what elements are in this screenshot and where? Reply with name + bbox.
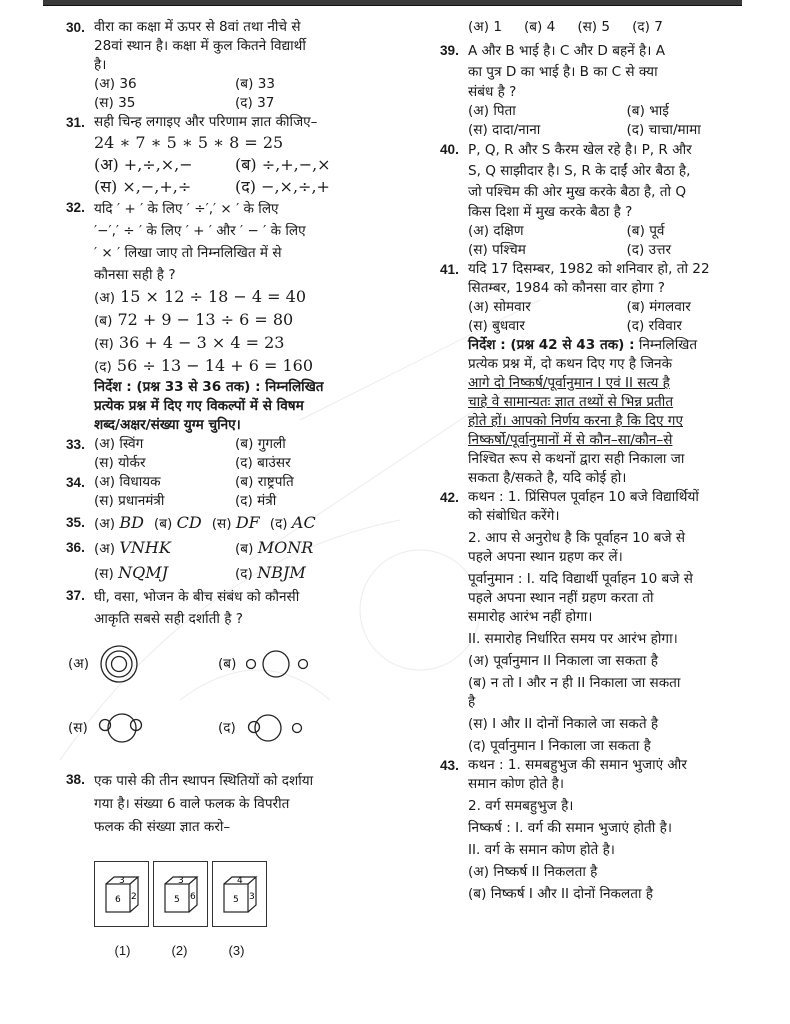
- question-text: यदि ′ + ′ के लिए ′ ÷′,′ × ′ के लिए: [94, 201, 279, 217]
- option-b[interactable]: [94, 309, 368, 332]
- question-text: कौनसा सही है ?: [94, 267, 176, 283]
- option-b[interactable]: (ब) राष्ट्रपति: [235, 474, 294, 490]
- question-number: 32.: [66, 200, 85, 215]
- options: [94, 75, 368, 113]
- dice-front: 6: [114, 895, 121, 905]
- separate-circles-icon: [246, 646, 310, 682]
- question-number: 42.: [440, 490, 459, 505]
- statement-text: कथन : 1. प्रिंसिपल पूर्वाहन 10 बजे विद्यार्थियों: [468, 489, 699, 505]
- option-label: (ब): [218, 655, 237, 672]
- question-text: S, Q साझीदार है। S, R के दाईं ओर बैठा है,: [468, 163, 691, 179]
- option-d[interactable]: [218, 710, 368, 746]
- option-label: (ब): [94, 313, 113, 329]
- option-a[interactable]: (अ) सोमवार: [468, 299, 531, 315]
- option-d[interactable]: (द) 7: [632, 19, 663, 35]
- dice-front: 5: [173, 895, 180, 905]
- overlapping-circles-icon: [98, 710, 146, 746]
- option-b[interactable]: [218, 646, 368, 682]
- option-a[interactable]: (अ) दक्षिण: [468, 223, 524, 239]
- option-label: (स): [94, 336, 114, 352]
- option-b-cont: है: [468, 694, 476, 710]
- options: [94, 511, 368, 536]
- directions-text: निश्चित रूप से कथनों द्वारा सही निकाला जा: [468, 451, 685, 467]
- option-a[interactable]: (अ) +,÷,×,−: [94, 155, 193, 174]
- statement-text: पहले अपना स्थान ग्रहण कर लें।: [468, 549, 623, 565]
- options: [468, 102, 777, 140]
- option-label: (अ): [94, 541, 115, 557]
- question-text: A और B भाई है। C और D बहनें है। A: [468, 43, 666, 59]
- option-b[interactable]: (ब) भाई: [626, 103, 669, 119]
- option-b[interactable]: [154, 511, 202, 536]
- dice-figure-2: [153, 861, 208, 927]
- option-b[interactable]: (ब) पूर्व: [626, 223, 665, 239]
- question-text: आकृति सबसे सही दर्शाती है ?: [94, 611, 243, 627]
- option-c[interactable]: (स) I और II दोनों निकाले जा सकते है: [468, 716, 659, 732]
- question-number: 30.: [66, 20, 85, 35]
- option-d[interactable]: (द) चाचा/मामा: [626, 122, 701, 138]
- option-d[interactable]: [235, 561, 368, 586]
- option-c[interactable]: (स) पश्चिम: [468, 242, 526, 258]
- cube-icon: [159, 872, 203, 916]
- question-number: 39.: [440, 43, 459, 58]
- question-39: [442, 41, 777, 140]
- options: [468, 222, 777, 260]
- question-35: [68, 511, 368, 536]
- question-number: 38.: [66, 772, 85, 787]
- option-b[interactable]: (ब) 33: [235, 76, 275, 92]
- statement-text: कथन : 1. समबहुभुज की समान भुजाएं और: [468, 757, 687, 773]
- question-number: 40.: [440, 142, 459, 157]
- option-c[interactable]: [68, 710, 218, 746]
- option-label: (द): [218, 719, 236, 736]
- question-text: घी, वसा, भोजन के बीच संबंध को कौनसी: [94, 589, 300, 605]
- concentric-circles-icon: [99, 644, 139, 684]
- assumption-text: II. समारोह निर्धारित समय पर आरंभ होगा।: [468, 631, 678, 647]
- option-value: VNHK: [119, 538, 171, 557]
- question-text: संबंध है ?: [468, 84, 517, 100]
- option-value: NQMJ: [118, 563, 169, 582]
- option-expression: 72 + 9 − 13 ÷ 6 = 80: [117, 310, 294, 329]
- option-b[interactable]: (ब) गुगली: [235, 436, 286, 452]
- directions-text: निष्कर्षो/पूर्वानुमानों में से कौन–सा/कौन–से: [468, 432, 673, 448]
- option-label: (द): [235, 566, 253, 582]
- partial-overlap-circles-icon: [246, 710, 306, 746]
- directions-text: सकता है/सकते है, यदि कोई हो।: [468, 470, 627, 486]
- directions-text: चाहे वे सामान्यतः ज्ञात तथ्यों से भिन्न प्रतीत: [468, 394, 674, 410]
- question-number: 35.: [66, 515, 85, 530]
- statement-text: 2. आप से अनुरोध है कि पूर्वाहन 10 बजे से: [468, 530, 686, 546]
- dice-side: 6: [189, 892, 196, 902]
- question-32: [68, 198, 368, 378]
- question-number: 43.: [440, 758, 459, 773]
- directions-text: आगे दो निष्कर्ष/पूर्वानुमान I एवं II सत्य है: [468, 375, 670, 391]
- option-d[interactable]: (द) पूर्वानुमान I निकाला जा सकता है: [468, 738, 651, 754]
- options: [94, 154, 368, 198]
- question-text: सही चिन्ह लगाइए और परिणाम ज्ञात कीजिए–: [94, 114, 318, 130]
- option-c[interactable]: (स) बुधवार: [468, 318, 525, 334]
- option-b[interactable]: (ब) ÷,+,−,×: [235, 155, 331, 174]
- option-c[interactable]: (स) योर्कर: [94, 455, 146, 471]
- question-text: का पुत्र D का भाई है। B का C से क्या: [468, 64, 658, 80]
- question-41: [442, 260, 777, 336]
- question-text: जो पश्चिम की ओर मुख करके बैठा है, तो Q: [468, 184, 687, 200]
- option-a[interactable]: (अ) 1: [468, 19, 502, 35]
- option-c[interactable]: (स) प्रधानमंत्री: [94, 493, 165, 509]
- question-text: फलक की संख्या ज्ञात करो–: [94, 819, 231, 835]
- question-number: 36.: [66, 540, 85, 555]
- question-number: 33.: [66, 437, 85, 452]
- option-c[interactable]: (स) 35: [94, 95, 136, 111]
- question-43: [442, 756, 777, 904]
- figure-row: [68, 636, 368, 692]
- option-expression: 56 ÷ 13 − 14 + 6 = 160: [116, 356, 314, 375]
- right-column: [442, 18, 777, 904]
- question-number: 31.: [66, 115, 85, 130]
- option-a[interactable]: (अ) विधायक: [94, 474, 161, 490]
- option-value: DF: [235, 513, 260, 532]
- option-a[interactable]: [94, 536, 227, 561]
- question-36: [68, 536, 368, 586]
- option-a[interactable]: (अ) पिता: [468, 103, 516, 119]
- option-b[interactable]: (ब) मंगलवार: [626, 299, 691, 315]
- question-34: [68, 473, 368, 511]
- dice-labels: [94, 941, 368, 960]
- options: [468, 18, 777, 37]
- option-c[interactable]: (स) दादा/नाना: [468, 122, 541, 138]
- options: [94, 473, 368, 511]
- directions-text: प्रत्येक प्रश्न में दिए गए विकल्पों में से विषम: [94, 398, 304, 414]
- cube-icon: [218, 872, 262, 916]
- option-a[interactable]: [94, 286, 368, 309]
- option-c[interactable]: [212, 511, 260, 536]
- directions-33-36: [68, 378, 368, 435]
- options: [94, 435, 368, 473]
- option-expression: 36 + 4 − 3 × 4 = 23: [118, 333, 285, 352]
- option-b[interactable]: (ब) 4: [523, 19, 556, 35]
- dice-figure-3: [212, 861, 267, 927]
- dice-figures: [94, 861, 368, 927]
- question-33: [68, 435, 368, 473]
- conclusion-text: II. वर्ग के समान कोण होते है।: [468, 842, 615, 858]
- option-d[interactable]: [270, 511, 316, 536]
- dice-top: 3: [177, 876, 184, 886]
- option-d[interactable]: (द) 37: [235, 95, 275, 111]
- question-42: [442, 488, 777, 756]
- page-top-bar: [43, 0, 742, 6]
- question-38: [68, 770, 368, 960]
- option-label: (अ): [94, 290, 115, 306]
- directions-text: प्रत्येक प्रश्न में, दो कथन दिए गए है जिनके: [468, 356, 673, 372]
- dice-side: 2: [130, 892, 137, 902]
- option-d[interactable]: (द) बाउंसर: [235, 455, 291, 471]
- question-text: ′ × ′ लिखा जाए तो निम्नलिखित में से: [94, 245, 282, 261]
- question-37: [68, 586, 368, 756]
- dice-label: (3): [228, 943, 245, 958]
- options: [468, 298, 777, 336]
- option-c[interactable]: [94, 561, 227, 586]
- statement-text: समान कोण होते है।: [468, 776, 564, 792]
- directions-42-43: [442, 336, 777, 488]
- question-31: [68, 113, 368, 198]
- conclusion-text: निष्कर्ष : I. वर्ग की समान भुजाएं होती है।: [468, 820, 672, 836]
- assumption-text: समारोह आरंभ नहीं होगा।: [468, 609, 593, 625]
- dice-label: (1): [114, 943, 131, 958]
- option-label: (स): [68, 719, 88, 736]
- directions-text: शब्द/अक्षर/संख्या युग्म चुनिए।: [94, 417, 241, 433]
- question-text: है।: [94, 57, 107, 73]
- option-c[interactable]: [94, 332, 368, 355]
- option-value: AC: [291, 513, 316, 532]
- statement-text: 2. वर्ग समबहुभुज है।: [468, 798, 574, 814]
- option-value: BD: [119, 513, 144, 532]
- question-text: ′−′,′ ÷ ′ के लिए ′ + ′ और ′ − ′ के लिए: [94, 223, 306, 239]
- dice-label: (2): [171, 943, 188, 958]
- option-label: (द): [269, 516, 288, 532]
- directions-text: निर्देश : (प्रश्न 33 से 36 तक) : निम्नलिखित: [94, 379, 324, 395]
- question-number: 37.: [66, 588, 85, 603]
- dice-top: 3: [118, 876, 125, 886]
- option-label: (ब): [235, 541, 254, 557]
- option-b[interactable]: [235, 536, 368, 561]
- option-label: (द): [94, 359, 112, 375]
- option-d[interactable]: (द) मंत्री: [235, 493, 277, 509]
- question-text: एक पासे की तीन स्थापन स्थितियों को दर्शाया: [94, 773, 314, 789]
- equation: 24 ∗ 7 ∗ 5 ∗ 5 ∗ 8 = 25: [94, 133, 284, 152]
- option-label: (ब): [153, 516, 173, 532]
- directions-text: निम्नलिखित: [638, 337, 698, 353]
- question-text: किस दिशा में मुख करके बैठा है ?: [468, 204, 633, 220]
- question-text: वीरा का कक्षा में ऊपर से 8वां तथा नीचे से: [94, 19, 301, 35]
- dice-figure-1: [94, 861, 149, 927]
- question-number: 34.: [66, 475, 85, 490]
- option-c[interactable]: (स) 5: [577, 19, 611, 35]
- option-d[interactable]: (द) उत्तर: [626, 242, 672, 258]
- assumption-text: पहले अपना स्थान नहीं ग्रहण करता तो: [468, 590, 654, 606]
- statement-text: को संबोधित करेंगे।: [468, 508, 560, 524]
- option-d[interactable]: [94, 355, 368, 378]
- option-a[interactable]: (अ) निष्कर्ष II निकलता है: [468, 864, 598, 880]
- option-label: (स): [94, 566, 114, 582]
- question-number: 41.: [440, 262, 459, 277]
- option-expression: 15 × 12 ÷ 18 − 4 = 40: [120, 287, 307, 306]
- question-text: गया है। संख्या 6 वाले फलक के विपरीत: [94, 796, 290, 812]
- directions-text: होते हों। आपको निर्णय करना है कि दिए गए: [468, 413, 683, 429]
- assumption-text: पूर्वानुमान : I. यदि विद्यार्थी पूर्वाहन 10 बजे से: [468, 571, 693, 587]
- option-b[interactable]: (ब) न तो I और न ही II निकाला जा सकता: [468, 675, 681, 691]
- option-a[interactable]: (अ) पूर्वानुमान II निकाला जा सकता है: [468, 653, 658, 669]
- option-d[interactable]: (द) −,×,÷,+: [235, 177, 330, 196]
- option-value: MONR: [257, 538, 314, 557]
- option-b[interactable]: (ब) निष्कर्ष I और II दोनों निकलता है: [468, 886, 654, 902]
- option-d[interactable]: (द) रविवार: [626, 318, 682, 334]
- question-text: P, Q, R और S कैरम खेल रहे है। P, R और: [468, 142, 692, 158]
- figure-row: [68, 700, 368, 756]
- question-text: 28वां स्थान है। कक्षा में कुल कितने विद्यार्थी: [94, 38, 306, 54]
- option-label: (अ): [94, 516, 115, 532]
- option-c[interactable]: (स) ×,−,+,÷: [94, 177, 192, 196]
- dice-front: 5: [232, 895, 239, 905]
- directions-heading: निर्देश : (प्रश्न 42 से 43 तक) :: [468, 337, 635, 353]
- left-column: [68, 18, 368, 960]
- option-a[interactable]: (अ) 36: [94, 76, 137, 92]
- option-label: (अ): [68, 655, 89, 672]
- option-a[interactable]: [68, 644, 218, 684]
- question-38-options: [442, 18, 777, 37]
- option-value: CD: [176, 513, 202, 532]
- question-30: [68, 18, 368, 113]
- option-a[interactable]: [94, 511, 144, 536]
- option-value: NBJM: [257, 563, 306, 582]
- dice-side: 3: [248, 892, 255, 902]
- question-text: सितम्बर, 1984 को कौनसा वार होगा ?: [468, 280, 665, 296]
- question-text: यदि 17 दिसम्बर, 1982 को शनिवार हो, तो 22: [468, 261, 710, 277]
- option-label: (स): [211, 516, 232, 532]
- question-40: [442, 140, 777, 260]
- dice-top: 4: [236, 876, 243, 886]
- options: [94, 536, 368, 586]
- option-a[interactable]: (अ) स्विंग: [94, 436, 144, 452]
- cube-icon: [100, 872, 144, 916]
